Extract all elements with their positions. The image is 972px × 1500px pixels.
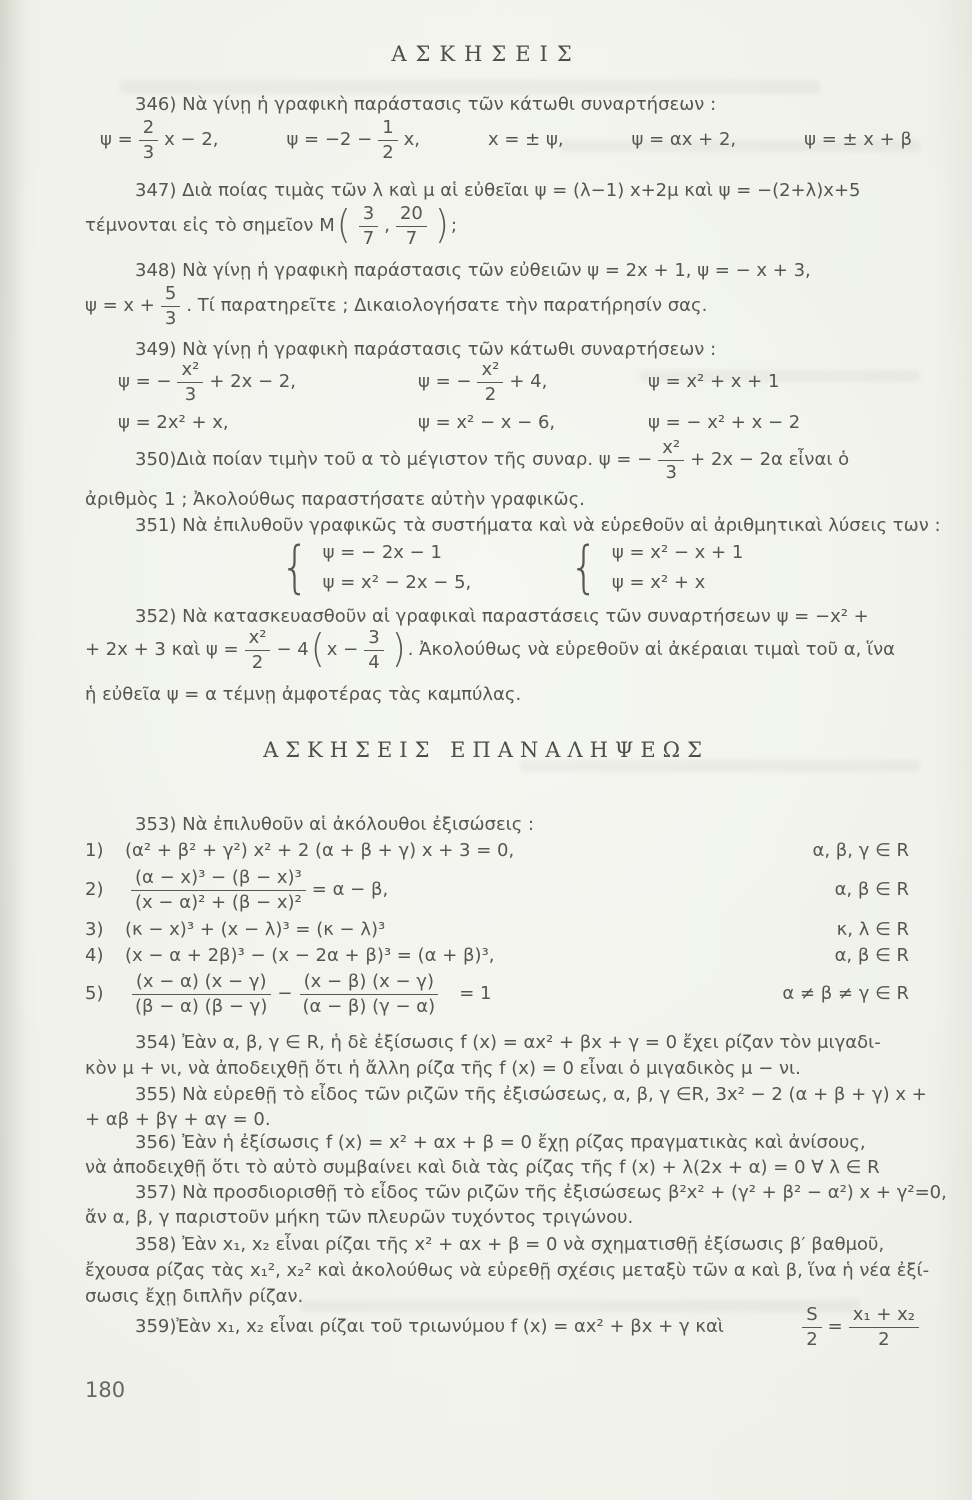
close-paren: )	[434, 203, 449, 248]
exercise-line: σωσις ἔχῃ διπλῆν ρίζαν.	[85, 1286, 304, 1307]
page-title: ΑΣΚΗΣΕΙΣ	[391, 42, 581, 66]
exercise-line: 359) Ἐὰν x₁, x₂ εἶναι ρίζαι τοῦ τριωνύμου f (x) = αx² + βx + γ καὶ $\frac{S}{2}$ = $\frac{\text{x₁ + x₂}}{2}$	[135, 1305, 925, 1350]
item-number: 2)	[85, 879, 104, 901]
close-paren: )	[391, 627, 406, 672]
formula: ψ = − x² + x − 2	[648, 412, 801, 433]
item-number: 3)	[85, 919, 104, 940]
formula: ψ = ± x + β	[804, 129, 912, 151]
formula: ψ = $\frac{2}{3}$ x − 2,	[100, 117, 219, 163]
exercise-line: νὰ ἀποδειχθῇ ὅτι τὸ αὐτὸ συμβαίνει καὶ διὰ τὰς ρίζας τῆς f (x) + λ(2x + α) = 0 ∀ λ ∈ R	[85, 1157, 880, 1178]
open-paren: (	[310, 627, 325, 672]
equation-item	[85, 972, 909, 1017]
system-equation: ψ = x² + x	[611, 572, 706, 593]
equation-system	[566, 534, 744, 600]
exercise-line: 346) Νὰ γίνῃ ἡ γραφικὴ παράστασις τῶν κάτωθι συναρτήσεων :	[135, 94, 717, 115]
fraction: $\frac{S}{2}$	[802, 1305, 821, 1350]
formula: ψ = −2 − $\frac{1}{2}$ x,	[286, 117, 421, 163]
exercise-number: 355)	[135, 1084, 177, 1105]
equation-item	[85, 943, 909, 969]
item-number: 5)	[85, 983, 104, 1005]
exercise-number: 352)	[135, 606, 177, 627]
item-number: 4)	[85, 945, 104, 966]
exercise-number: 349)	[135, 339, 177, 360]
fraction: $\frac{(x - \beta) (x - \gamma)}{(\alpha - \beta) (\gamma - \alpha)}$	[298, 972, 439, 1017]
exercise-line: 348) Νὰ γίνῃ ἡ γραφικὴ παράστασις τῶν εὐθειῶν ψ = 2x + 1, ψ = − x + 3,	[135, 260, 811, 281]
fraction: $\frac{\text{x²}}{2}$	[245, 628, 271, 673]
domain-condition: α, β ∈ R	[834, 879, 909, 901]
formula	[796, 1305, 925, 1350]
fraction: $\frac{\text{x²}}{2}$	[477, 360, 503, 405]
formula: (κ − x)³ + (x − λ)³ = (κ − λ)³	[125, 919, 386, 940]
formula: x = ± ψ,	[487, 129, 564, 151]
exercise-number: 350)	[135, 449, 177, 471]
exercise-line: 349) Νὰ γίνῃ ἡ γραφικὴ παράστασις τῶν κάτωθι συναρτήσεων :	[135, 339, 717, 360]
formula: (x − α + 2β)³ − (x − 2α + β)³ = (α + β)³,	[125, 945, 495, 966]
fraction: $\frac{\text{x²}}{3}$	[177, 360, 203, 405]
fraction: $\frac{\text{(α − x)³ − (β − x)³}}{\text{(x − α)² + (β − x)²}}$	[131, 868, 306, 913]
exercise-line: ἡ εὐθεῖα ψ = α τέμνῃ ἀμφοτέρας τὰς καμπύλας.	[85, 684, 522, 705]
domain-condition: α, β ∈ R	[834, 945, 909, 966]
system-equation: ψ = x² − x + 1	[611, 542, 744, 563]
fraction: $\frac{3}{4}$	[364, 628, 383, 673]
fraction: $\frac{1}{2}$	[378, 118, 397, 163]
exercise-line: 355) Νὰ εὑρεθῇ τὸ εἶδος τῶν ριζῶν τῆς ἐξισώσεως, α, β, γ ∈R, 3x² − 2 (α + β + γ) x +	[135, 1084, 927, 1105]
exercise-line: 352) Νὰ κατασκευασθοῦν αἱ γραφικαὶ παραστάσεις τῶν συναρτήσεων ψ = −x² +	[135, 606, 869, 627]
formula: ψ = 2x² + x,	[118, 412, 229, 433]
exercise-line: 347) Διὰ ποίας τιμὰς τῶν λ καὶ μ αἱ εὐθεῖαι ψ = (λ−1) x+2μ καὶ ψ = −(2+λ)x+5	[135, 180, 861, 201]
formula: ψ = x² + x + 1	[648, 371, 780, 393]
domain-condition: κ, λ ∈ R	[836, 919, 909, 940]
exercise-line: κὸν μ + νι, νὰ ἀποδειχθῇ ὅτι ἡ ἄλλη ρίζα τῆς f (x) = 0 εἶναι ὁ μιγαδικὸς μ − νι.	[85, 1058, 801, 1079]
exercise-line: 351) Νὰ ἐπιλυθοῦν γραφικῶς τὰ συστήματα καὶ νὰ εὑρεθοῦν αἱ ἀριθμητικαὶ λύσεις των :	[135, 515, 941, 536]
formula: (α² + β² + γ²) x² + 2 (α + β + γ) x + 3 = 0,	[125, 840, 515, 861]
exercise-number: 358)	[135, 1234, 177, 1255]
left-brace: {	[280, 534, 310, 600]
fraction: $\frac{5}{3}$	[161, 284, 180, 329]
exercise-number: 346)	[135, 94, 177, 115]
fraction: $\frac{\text{x₁ + x₂}}{2}$	[849, 1305, 919, 1350]
exercise-line: τέμνονται εἰς τὸ σημεῖον Μ ( 3 7 , 20 7 ) ;	[85, 203, 458, 249]
exercise-line: ψ = x + $\frac{5}{3}$ . Τί παρατηρεῖτε ; Δικαιολογήσατε τὴν παρατήρησίν σας.	[85, 283, 708, 329]
formula-row	[118, 360, 779, 405]
exercise-number: 351)	[135, 515, 177, 536]
exercise-line: 353) Νὰ ἐπιλυθοῦν αἱ ἀκόλουθοι ἐξισώσεις :	[135, 814, 535, 835]
exercise-line: + αβ + βγ + αγ = 0.	[85, 1109, 271, 1130]
fraction: $\frac{2}{3}$	[139, 118, 158, 163]
equation-item	[85, 838, 909, 864]
formula: ψ = αx + 2,	[631, 129, 737, 151]
equation-item	[85, 917, 909, 943]
exercise-number: 354)	[135, 1032, 177, 1053]
equals-sign: =	[827, 1316, 843, 1338]
minus-sign: −	[277, 983, 293, 1005]
exercise-line: 350) Διὰ ποίαν τιμὴν τοῦ α τὸ μέγιστον τῆς συναρ. ψ = − $\frac{\text{x²}}{3}$ + 2x − 2α εἶναι ὁ	[135, 437, 850, 483]
exercise-number: 357)	[135, 1182, 177, 1203]
exercise-number: 356)	[135, 1132, 177, 1153]
page-number: 180	[85, 1378, 126, 1402]
fraction: $\frac{\text{x²}}{3}$	[658, 438, 684, 483]
exercise-line: 357) Νὰ προσδιορισθῇ τὸ εἶδος τῶν ριζῶν τῆς ἐξισώσεως β²x² + (γ² + β² − α²) x + γ²=0,	[135, 1182, 947, 1203]
formula-row	[118, 410, 800, 436]
item-number: 1)	[85, 840, 104, 861]
exercise-line: 358) Ἐὰν x₁, x₂ εἶναι ρίζαι τῆς x² + αx + β = 0 νὰ σχηματισθῇ ἐξίσωσις β′ βαθμοῦ,	[135, 1234, 885, 1255]
equation-item	[85, 868, 909, 913]
exercise-line: ἀριθμὸς 1 ; Ἀκολούθως παραστήσατε αὐτὴν γραφικῶς.	[85, 489, 585, 510]
fraction: 20 7	[396, 204, 427, 249]
exercise-number: 353)	[135, 814, 177, 835]
formula: = α − β,	[311, 879, 389, 901]
equation-system	[277, 534, 472, 600]
formula: = 1	[459, 983, 492, 1005]
fraction: (x − α) (x − γ) (β − α) (β − γ)	[131, 972, 271, 1017]
exercise-line: ἔχουσα ρίζας τὰς x₁², x₂² καὶ ἀκολούθως νὰ εὑρεθῇ σχέσις μεταξὺ τῶν α καὶ β, ἵνα ἡ νέα ἐξί-	[85, 1260, 930, 1281]
left-brace: {	[569, 534, 599, 600]
system-equation: ψ = − 2x − 1	[322, 542, 442, 563]
system-equation: ψ = x² − 2x − 5,	[322, 572, 472, 593]
exercise-number: 359)	[135, 1316, 177, 1338]
fraction: 3 7	[359, 204, 378, 249]
formula: ψ = − $\frac{\text{x²}}{2}$ + 4,	[418, 359, 548, 405]
domain-condition: α ≠ β ≠ γ ∈ R	[782, 983, 909, 1005]
exercise-line: 354) Ἐὰν α, β, γ ∈ R, ἡ δὲ ἐξίσωσις f (x) = αx² + βx + γ = 0 ἔχει ρίζαν τὸν μιγαδι-	[135, 1032, 881, 1053]
exercise-line: 356) Ἐὰν ἡ ἐξίσωσις f (x) = x² + αx + β = 0 ἔχῃ ρίζας πραγματικὰς καὶ ἀνίσους,	[135, 1132, 866, 1153]
open-paren: (	[336, 203, 351, 248]
exercise-number: 348)	[135, 260, 177, 281]
formula: ψ = − $\frac{\text{x²}}{3}$ + 2x − 2,	[118, 359, 296, 405]
domain-condition: α, β, γ ∈ R	[812, 840, 909, 861]
exercise-line: + 2x + 3 καὶ ψ = $\frac{\text{x²}}{2}$ − 4 ( x − $\frac{3}{4}$ ) . Ἀκολούθως νὰ εὑρεθοῦν αἱ ἀκέραιαι τιμαὶ τοῦ α, ἵνα	[85, 627, 896, 673]
exercise-number: 347)	[135, 180, 177, 201]
formula-row	[100, 118, 912, 163]
exercise-line: ἄν α, β, γ παριστοῦν μήκη τῶν πλευρῶν τυχόντος τριγώνου.	[85, 1207, 634, 1228]
systems-row	[277, 534, 744, 600]
formula: ψ = x² − x − 6,	[418, 412, 556, 433]
review-section-title: ΑΣΚΗΣΕΙΣ ΕΠΑΝΑΛΗΨΕΩΣ	[263, 738, 709, 762]
